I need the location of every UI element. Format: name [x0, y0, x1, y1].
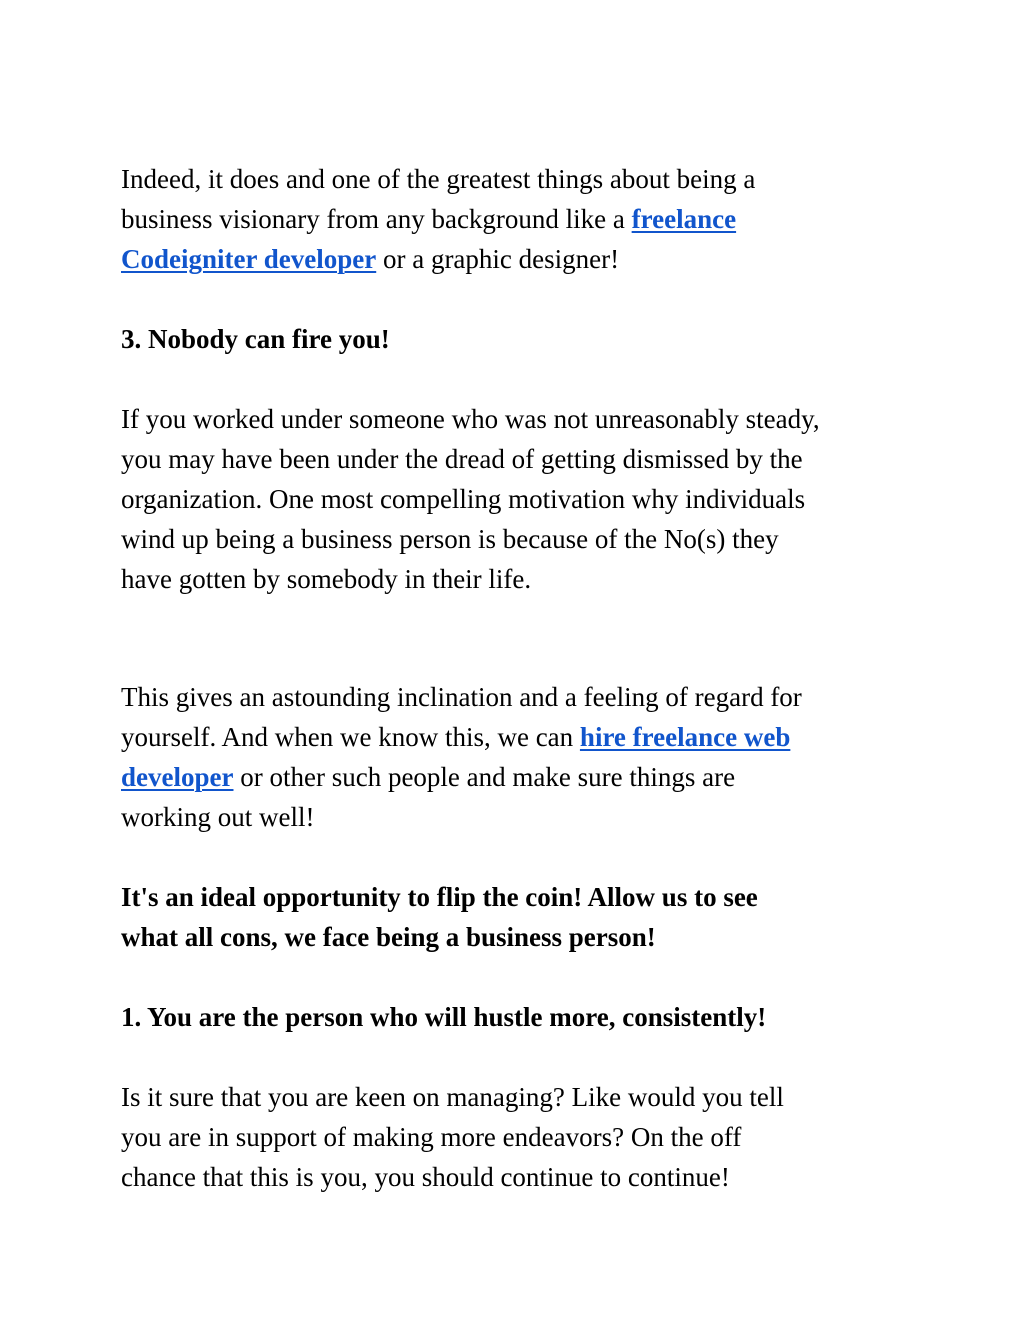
- text-line: If you worked under someone who was not unreasonably steady,: [121, 404, 820, 434]
- text-line: working out well!: [121, 802, 315, 832]
- text-line: Codeigniter developer or a graphic designer!: [121, 244, 620, 274]
- freelance-codeigniter-developer-link[interactable]: Codeigniter developer: [121, 244, 377, 274]
- text-line: you are in support of making more endeavors? On the off: [121, 1122, 742, 1152]
- text-line: what all cons, we face being a business person!: [121, 922, 656, 952]
- section-heading-nobody-can-fire-you: 3. Nobody can fire you!: [121, 324, 390, 354]
- freelance-codeigniter-developer-link[interactable]: freelance: [631, 204, 737, 234]
- hire-freelance-web-developer-link[interactable]: hire freelance web: [579, 722, 791, 752]
- text-line: Is it sure that you are keen on managing? Like would you tell: [121, 1082, 784, 1112]
- regard-paragraph: [121, 677, 921, 837]
- section-heading-hustle-more: 1. You are the person who will hustle more, consistently!: [121, 1002, 767, 1032]
- text-line: business visionary from any background like a freelance: [121, 204, 737, 234]
- text-line: yourself. And when we know this, we can hire freelance web: [121, 722, 791, 752]
- text-line: developer or other such people and make sure things are: [121, 762, 736, 792]
- text-line: organization. One most compelling motivation why individuals: [121, 484, 806, 514]
- text-line: It's an ideal opportunity to flip the coin! Allow us to see: [121, 882, 758, 912]
- text-line: Indeed, it does and one of the greatest things about being a: [121, 164, 756, 194]
- text-line: wind up being a business person is because of the No(s) they: [121, 524, 779, 554]
- flip-the-coin-paragraph: [121, 877, 921, 957]
- text-line: you may have been under the dread of getting dismissed by the: [121, 444, 803, 474]
- text-line: chance that this is you, you should continue to continue!: [121, 1162, 730, 1192]
- text-line: This gives an astounding inclination and a feeling of regard for: [121, 682, 802, 712]
- fired-paragraph: [121, 399, 921, 599]
- managing-paragraph: [121, 1077, 921, 1197]
- intro-paragraph: [121, 159, 921, 279]
- hire-freelance-web-developer-link[interactable]: developer: [121, 762, 234, 792]
- document-page: [121, 159, 921, 1197]
- text-line: have gotten by somebody in their life.: [121, 564, 532, 594]
